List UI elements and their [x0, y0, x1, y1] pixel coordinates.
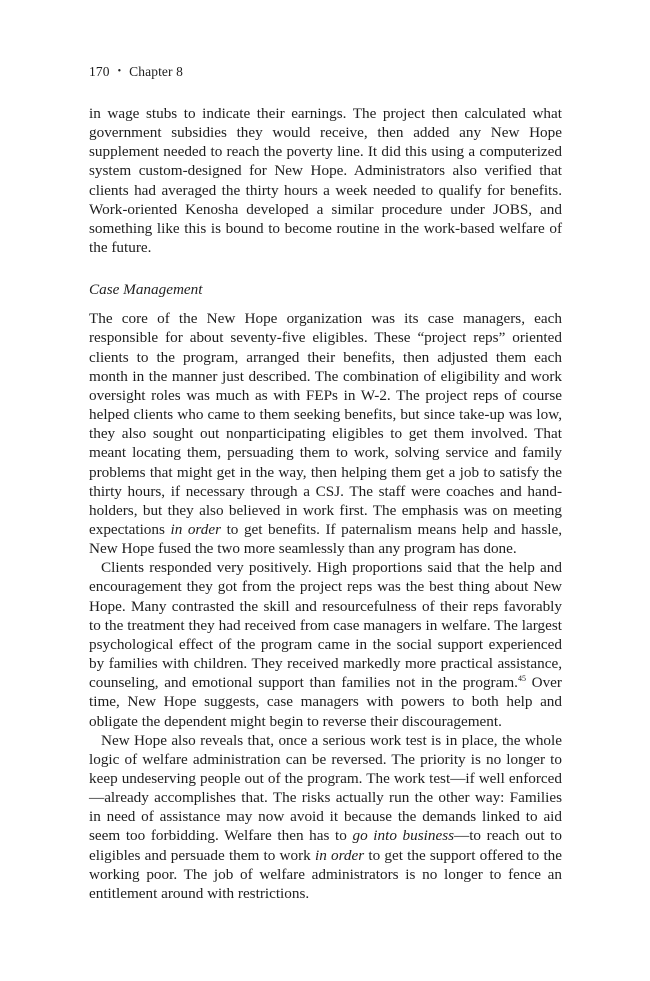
chapter-label: Chapter 8 [129, 64, 183, 79]
body-text [89, 104, 562, 903]
paragraph-text: Clients responded very positively. High proportions said that the help and encouragement they got from the project reps was the best thing about New Hope. Many contrasted the skill and resourcefulness of their reps favorably to the treatment they had received from case managers in welfare. The largest psychological effect of the program came in the social support experienced by families with children. They received markedly more practical assistance, counseling, and emotional support than families not in the program. [89, 559, 562, 692]
emphasis-text: go into business [352, 827, 455, 845]
header-separator: • [117, 66, 122, 77]
paragraph-continued: in wage stubs to indicate their earnings. The project then calculated what government subsidies they would receive, then added any New Hope supplement needed to reach the poverty line. It did this using a computerized system custom-designed for New Hope. Administrators also verified that clients had averaged the thirty hours a week needed to qualify for benefits. Work-oriented Kenosha developed a similar procedure under JOBS, and something like this is bound to become routine in the work-based welfare of the future. [89, 105, 562, 257]
paragraph-text: to get benefits. If paternalism means help and hassle, New Hope fused the two more seamlessly than any program has done. [89, 520, 562, 558]
running-head [89, 64, 183, 80]
paragraph-work-test [89, 731, 562, 903]
section-heading: Case Management [89, 281, 203, 299]
paragraph-case-managers [89, 309, 562, 558]
paragraph-text: The core of the New Hope organization was its case managers, each responsible for about seventy-five eligibles. These “project reps” oriented clients to the program, arranged their benefits, then adjusted them each month in the manner just described. The combination of eligibility and work oversight roles was much as with FEPs in W-2. The project reps of course helped clients who came to them seeking benefits, but since take-up was low, they also sought out nonparticipating eligibles to get them involved. That meant locating them, persuading them to work, solving service and family problems that might get in the way, then helping them get a job to satisfy the thirty hours, if necessary through a CSJ. The staff were coaches and hand-holders, but they also believed in work first. The emphasis was on meeting expectations [89, 310, 562, 538]
emphasis-text: in order [314, 846, 365, 864]
paragraph-client-response [89, 558, 562, 730]
paragraph-text: to get the support offered to the working poor. The job of welfare administrators is no longer to fence an entitlement around with restrictions. [89, 846, 562, 902]
footnote-marker: 45 [517, 674, 526, 684]
emphasis-text: in order [170, 520, 222, 538]
paragraph-text: —to reach out to eligibles and persuade them to work [89, 827, 562, 864]
paragraph-text: Over time, New Hope suggests, case managers with powers to both help and obligate the dependent might begin to reverse their discouragement. [89, 674, 562, 730]
page-number: 170 [89, 64, 110, 79]
paragraph-text: New Hope also reveals that, once a serious work test is in place, the whole logic of welfare administration can be reversed. The priority is no longer to keep undeserving people out of the program. The work test—if well enforced—already accomplishes that. The risks actually run the other way: Families in need of assistance may now avoid it because the demands linked to aid seem too forbidding. Welfare then has to [89, 731, 562, 845]
